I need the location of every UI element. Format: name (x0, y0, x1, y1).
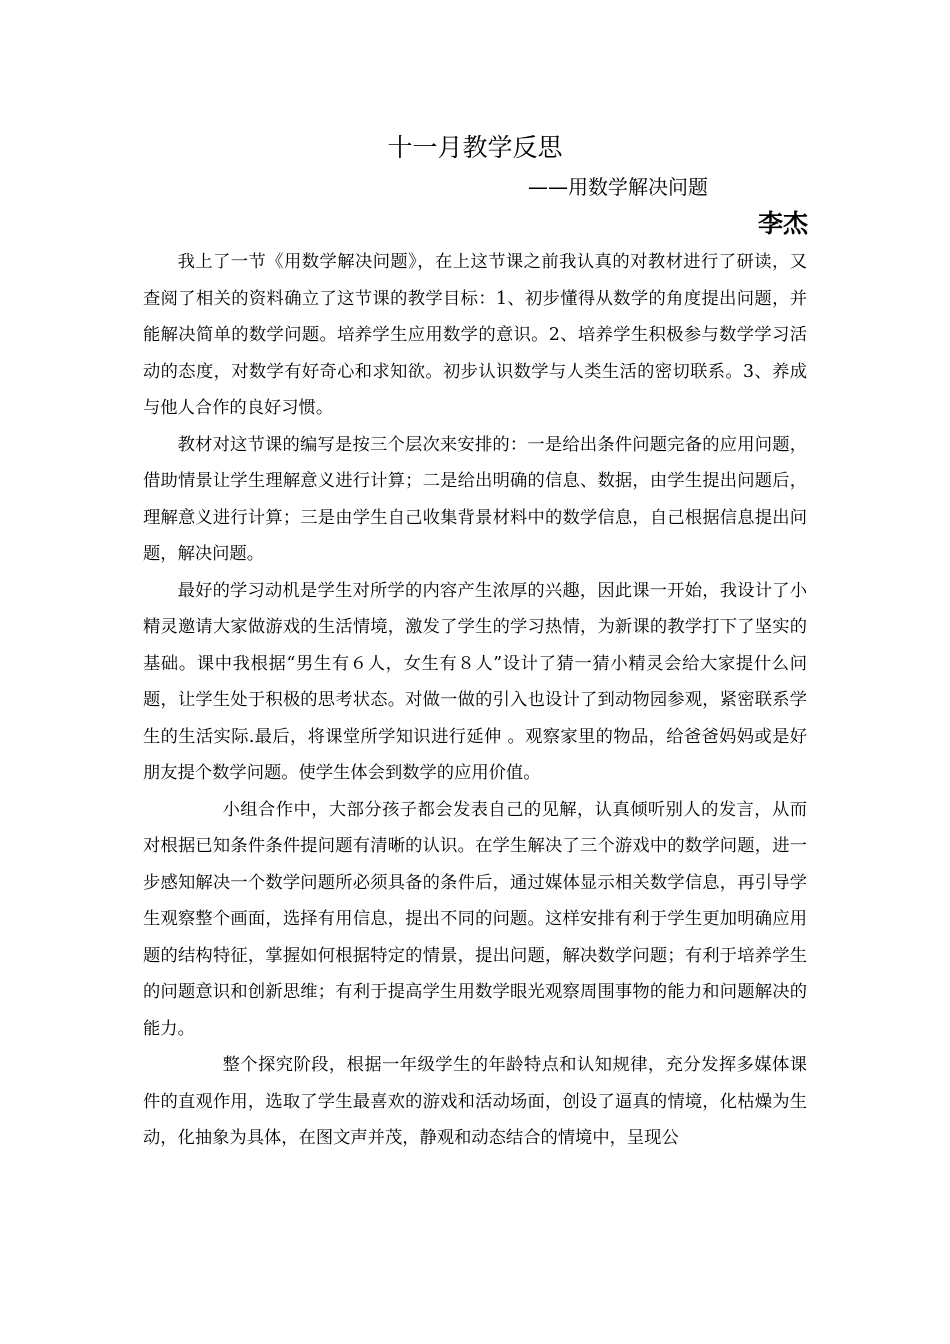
paragraph: 小组合作中，大部分孩子都会发表自己的见解，认真倾听别人的发言，从而对根据已知条件条件提问题有清晰的认识。在学生解决了三个游戏中的数学问题，进一步感知解决一个数学问题所必须具备的条件后，通过媒体显示相关数学信息，再引导学生观察整个画面，选择有用信息，提出不同的问题。这样安排有利于学生更加明确应用题的结构特征，掌握如何根据特定的情景，提出问题，解决数学问题；有利于培养学生的问题意识和创新思维；有利于提高学生用数学眼光观察周围事物的能力和问题解决的能力。 (143, 799, 807, 1039)
document-subtitle: ——用数学解决问题 (528, 175, 708, 199)
document-title: 十一月教学反思 (387, 133, 563, 162)
paragraph: 教材对这节课的编写是按三个层次来安排的：一是给出条件问题完备的应用问题，借助情景让学生理解意义进行计算；二是给出明确的信息、数据，由学生提出问题后，理解意义进行计算；三是由学生自己收集背景材料中的数学信息，自己根据信息提出问题，解决问题。 (143, 434, 807, 564)
document-author: 李杰 (757, 209, 808, 238)
document-body (143, 244, 807, 1157)
paragraph: 我上了一节《用数学解决问题》，在上这节课之前我认真的对教材进行了研读，又查阅了相关的资料确立了这节课的教学目标：1、初步懂得从数学的角度提出问题，并能解决简单的数学问题。培养学生应用数学的意识。2、培养学生积极参与数学学习活动的态度，对数学有好奇心和求知欲。初步认识数学与人类生活的密切联系。3、养成与他人合作的良好习惯。 (143, 252, 807, 418)
paragraph: 整个探究阶段，根据一年级学生的年龄特点和认知规律，充分发挥多媒体课件的直观作用，选取了学生最喜欢的游戏和活动场面，创设了逼真的情境，化枯燥为生动，化抽象为具体，在图文声并茂，静观和动态结合的情境中，呈现公 (143, 1055, 807, 1148)
paragraph: 最好的学习动机是学生对所学的内容产生浓厚的兴趣，因此课一开始，我设计了小精灵邀请大家做游戏的生活情境，激发了学生的学习热情，为新课的教学打下了坚实的基础。课中我根据“男生有６人，女生有８人”设计了猜一猜小精灵会给大家提什么问题，让学生处于积极的思考状态。对做一做的引入也设计了到动物园参观，紧密联系学生的生活实际.最后，将课堂所学知识进行延伸 。观察家里的物品，给爸爸妈妈或是好朋友提个数学问题。使学生体会到数学的应用价值。 (143, 580, 807, 783)
